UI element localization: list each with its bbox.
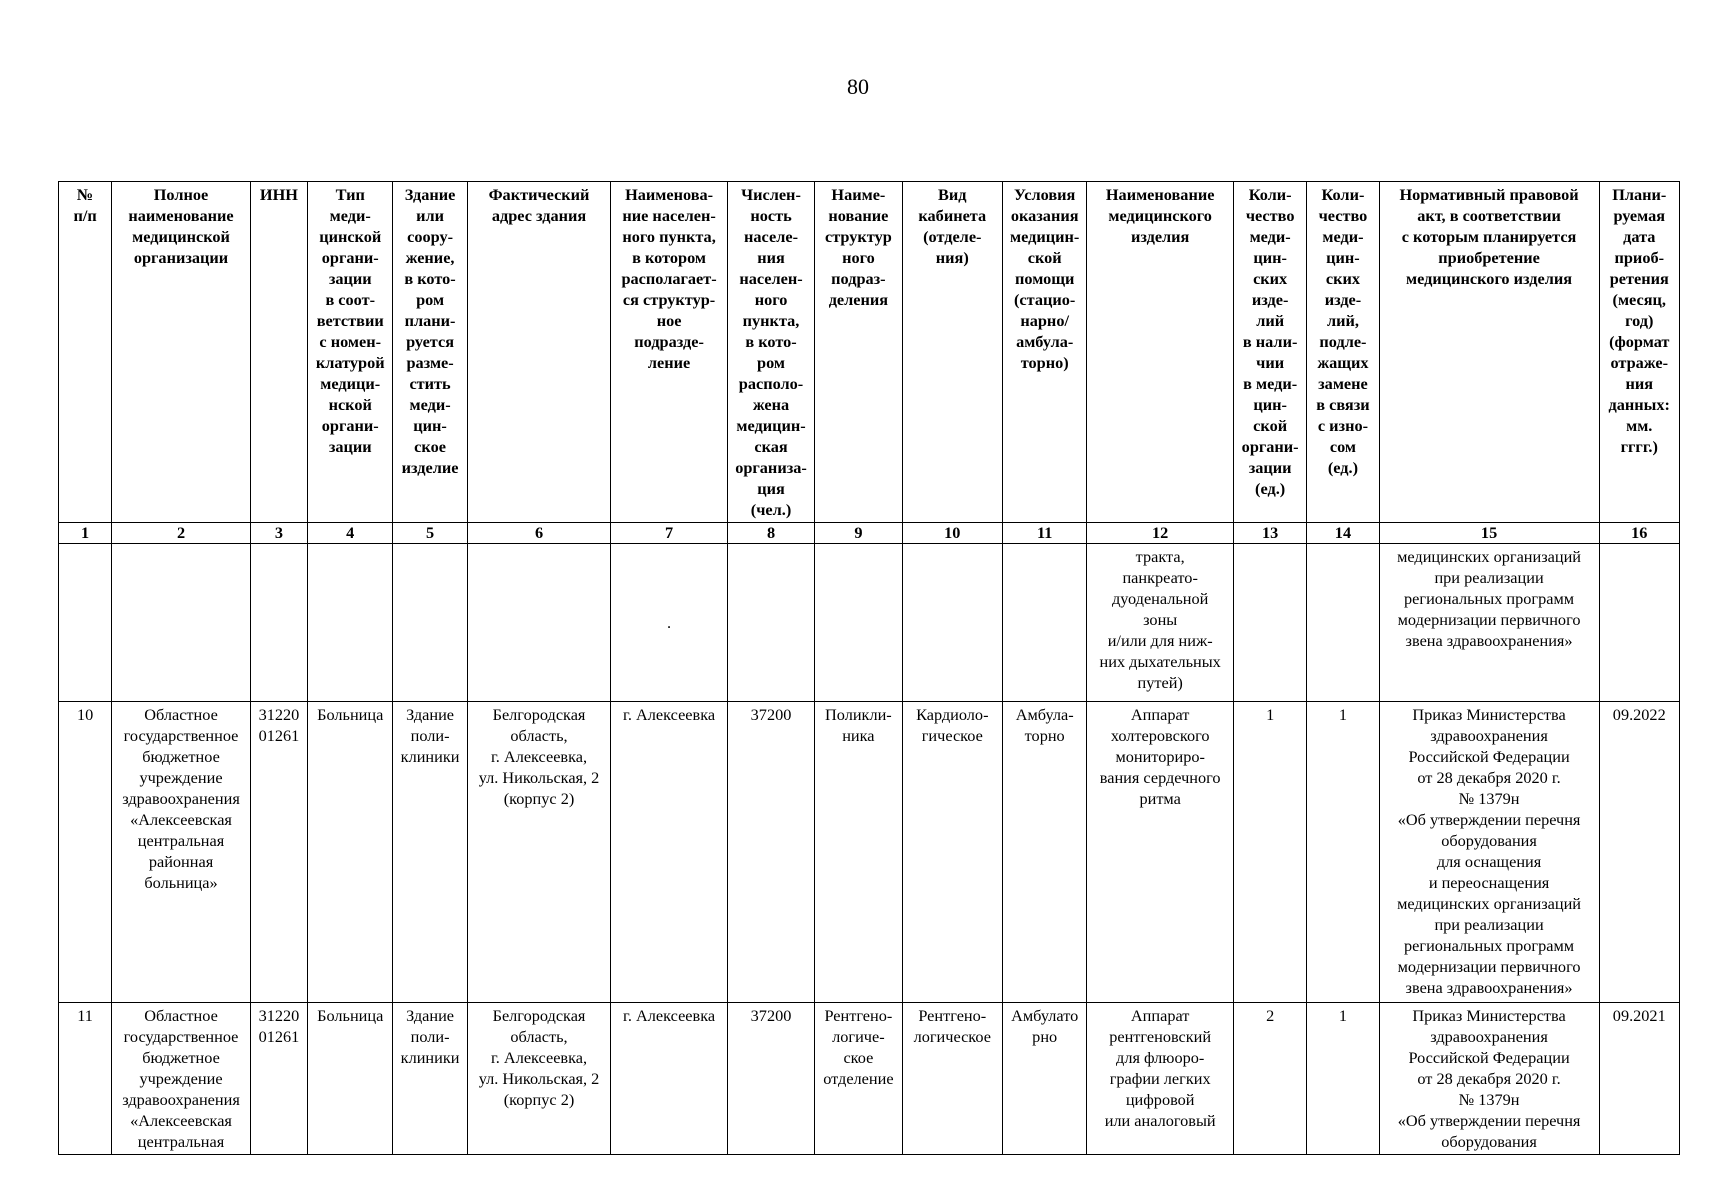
- header-population: Числен- ность населе- ния населен- ного пункта, в кото- ром располо- жена медицин- ская организа- ция (чел.): [727, 182, 814, 523]
- qty-replace: 1: [1307, 702, 1379, 1003]
- legal-act-continued: медицинских организаций при реализации региональных программ модернизации первичного звена здравоохранения»: [1379, 544, 1599, 702]
- column-number: 15: [1379, 523, 1599, 544]
- table-cell: [1307, 544, 1379, 702]
- table-cell: [467, 544, 611, 702]
- header-qty-replace: Коли- чество меди- цин- ских изде- лий, подле- жащих замене в связи с изно- сом (ед.): [1307, 182, 1379, 523]
- care-conditions: Амбулато рно: [1003, 1003, 1087, 1155]
- column-number-row: [59, 523, 1680, 544]
- table-cell: [611, 544, 728, 702]
- address: Белгородская область, г. Алексеевка, ул. Никольская, 2 (корпус 2): [467, 702, 611, 1003]
- org-name: Областное государственное бюджетное учреждение здравоохранения «Алексеевская центральная районная больница»: [112, 702, 251, 1003]
- locality: г. Алексеевка: [611, 702, 728, 1003]
- header-address: Фактический адрес здания: [467, 182, 611, 523]
- column-number: 3: [250, 523, 307, 544]
- table-cell: [308, 544, 393, 702]
- column-number: 9: [815, 523, 902, 544]
- column-number: 5: [393, 523, 467, 544]
- device-name: Аппарат рентгеновский для флюоро- графии легких цифровой или аналоговый: [1087, 1003, 1234, 1155]
- column-number: 10: [902, 523, 1002, 544]
- population: 37200: [727, 1003, 814, 1155]
- structural-unit: Поликли- ника: [815, 702, 902, 1003]
- column-number: 7: [611, 523, 728, 544]
- table-cell: [250, 544, 307, 702]
- header-num: № п/п: [59, 182, 112, 523]
- header-legal-act: Нормативный правовой акт, в соответствии с которым планируется приобретение медицинского изделия: [1379, 182, 1599, 523]
- header-org-type: Тип меди- цинской органи- зации в соот- ветствии с номен- клатурой медици- нской органи- зации: [308, 182, 393, 523]
- header-device: Наименование медицинского изделия: [1087, 182, 1234, 523]
- page-number: 80: [847, 74, 869, 99]
- address: Белгородская область, г. Алексеевка, ул. Никольская, 2 (корпус 2): [467, 1003, 611, 1155]
- column-number: 2: [112, 523, 251, 544]
- table-cell: [59, 544, 112, 702]
- table-cell: [815, 544, 902, 702]
- continuation-row: [59, 544, 1680, 702]
- qty-available: 1: [1233, 702, 1306, 1003]
- org-name: Областное государственное бюджетное учреждение здравоохранения «Алексеевская центральная: [112, 1003, 251, 1155]
- column-number: 11: [1003, 523, 1087, 544]
- org-type: Больница: [308, 1003, 393, 1155]
- device-name-continued: тракта, панкреато- дуоденальной зоны и/или для ниж- них дыхательных путей): [1087, 544, 1234, 702]
- qty-available: 2: [1233, 1003, 1306, 1155]
- column-number: 1: [59, 523, 112, 544]
- care-conditions: Амбула- торно: [1003, 702, 1087, 1003]
- org-type: Больница: [308, 702, 393, 1003]
- header-inn: ИНН: [250, 182, 307, 523]
- table-cell: [1233, 544, 1306, 702]
- structural-unit: Рентгено- логиче- ское отделение: [815, 1003, 902, 1155]
- table-cell: [1599, 544, 1679, 702]
- column-number: 6: [467, 523, 611, 544]
- row-number: 10: [59, 702, 112, 1003]
- header-row: [59, 182, 1680, 523]
- inn: 31220 01261: [250, 1003, 307, 1155]
- table-cell: [393, 544, 467, 702]
- planned-date: 09.2022: [1599, 702, 1679, 1003]
- table-cell: [1003, 544, 1087, 702]
- qty-replace: 1: [1307, 1003, 1379, 1155]
- table-row: [59, 702, 1680, 1003]
- header-org-name: Полное наименование медицинской организации: [112, 182, 251, 523]
- header-planned-date: Плани- руемая дата приоб- ретения (месяц, год) (формат отраже- ния данных: мм. гггг.): [1599, 182, 1679, 523]
- cabinet-type: Рентгено- логическое: [902, 1003, 1002, 1155]
- building: Здание поли- клиники: [393, 1003, 467, 1155]
- equipment-table: [58, 181, 1680, 1155]
- column-number: 14: [1307, 523, 1379, 544]
- legal-act: Приказ Министерства здравоохранения Российской Федерации от 28 декабря 2020 г. № 1379н «Об утверждении перечня оборудования для оснащения и переоснащения медицинских организаций при реализации региональных программ модернизации первичного звена здравоохранения»: [1379, 702, 1599, 1003]
- header-building: Здание или соору- жение, в кото- ром плани- руется разме- стить меди- цин- ское изделие: [393, 182, 467, 523]
- header-qty-available: Коли- чество меди- цин- ских изде- лий в нали- чии в меди- цин- ской органи- зации (ед.): [1233, 182, 1306, 523]
- table-cell: [902, 544, 1002, 702]
- inn: 31220 01261: [250, 702, 307, 1003]
- table-cell: [112, 544, 251, 702]
- stray-dot: .: [667, 613, 672, 632]
- column-number: 16: [1599, 523, 1679, 544]
- header-conditions: Условия оказания медицин- ской помощи (стацио- нарно/ амбула- торно): [1003, 182, 1087, 523]
- column-number: 13: [1233, 523, 1306, 544]
- table-cell: [727, 544, 814, 702]
- column-number: 4: [308, 523, 393, 544]
- table-row: [59, 1003, 1680, 1155]
- planned-date: 09.2021: [1599, 1003, 1679, 1155]
- row-number: 11: [59, 1003, 112, 1155]
- locality: г. Алексеевка: [611, 1003, 728, 1155]
- header-cabinet: Вид кабинета (отделе- ния): [902, 182, 1002, 523]
- column-number: 8: [727, 523, 814, 544]
- header-unit: Наиме- нование структур ного подраз- деления: [815, 182, 902, 523]
- header-locality: Наименова- ние населен- ного пункта, в котором располагает- ся структур- ное подразде- ление: [611, 182, 728, 523]
- legal-act: Приказ Министерства здравоохранения Российской Федерации от 28 декабря 2020 г. № 1379н «Об утверждении перечня оборудования: [1379, 1003, 1599, 1155]
- device-name: Аппарат холтеровского мониториро- вания сердечного ритма: [1087, 702, 1234, 1003]
- column-number: 12: [1087, 523, 1234, 544]
- population: 37200: [727, 702, 814, 1003]
- cabinet-type: Кардиоло- гическое: [902, 702, 1002, 1003]
- building: Здание поли- клиники: [393, 702, 467, 1003]
